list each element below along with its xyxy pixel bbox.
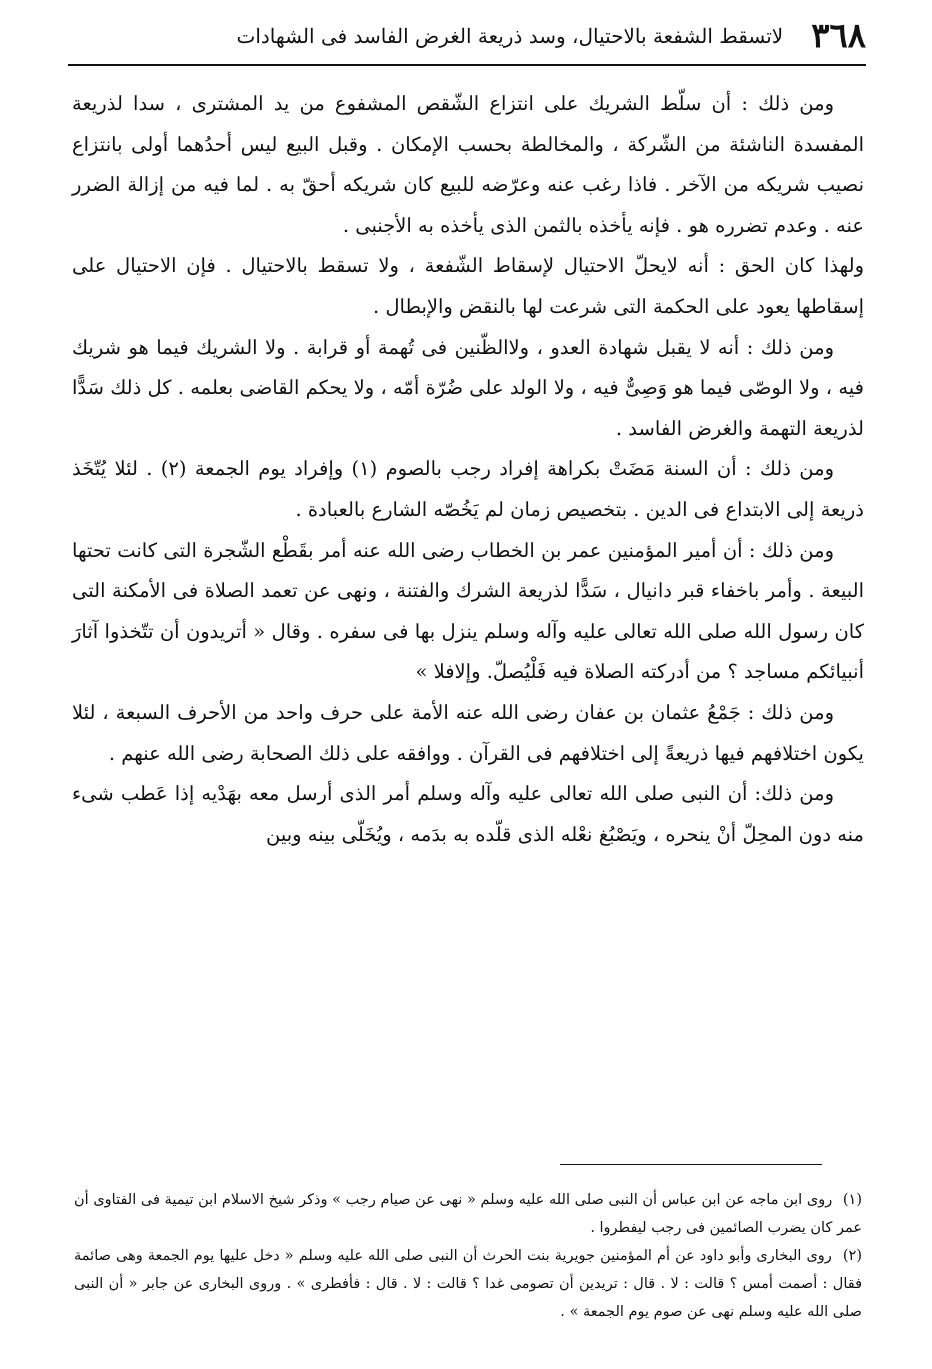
paragraph: ومن ذلك : أن السنة مَضَتْ بكراهة إفراد رجب بالصوم (١) وإفراد يوم الجمعة (٢) . لئلا يُتّخَذ ذريعة إلى الابتداع فى الدين . بتخصيص زمان لم يَخُصّه الشارع بالعبادة . [72,457,864,521]
paragraph: ومن ذلك : أنه لا يقبل شهادة العدو ، ولاالظّنين فى تُهمة أو قرابة . ولا الشريك فيما هو شريك فيه ، ولا الوصّى فيما هو وَصِىٌّ فيه ، ولا الولد على ضُرّة أمّه ، ولا يحكم القاضى بعلمه . كل ذلك سَدًّا لذريعة التهمة والغرض الفاسد . [72,335,864,440]
page-number: ٣٦٨ [811,16,866,56]
paragraph: ومن ذلك : جَمْعُ عثمان بن عفان رضى الله عنه الأمة على حرف واحد من الأحرف السبعة ، لئلا يكون اختلافهم فيها ذريعةً إلى اختلافهم فى القرآن . ووافقه على ذلك الصحابة رضى الله عنهم . [72,700,864,765]
running-title: لاتسقط الشفعة بالاحتيال، وسد ذريعة الغرض الفاسد فى الشهادات [236,24,784,48]
footnote [74,1186,862,1242]
main-text [72,84,864,855]
footnote [74,1242,862,1326]
paragraph: ومن ذلك : أن سلّط الشريك على انتزاع الشّقص المشفوع من يد المشترى ، سدا لذريعة المفسدة الناشئة من الشّركة ، والمخالطة بحسب الإمكان . وقبل البيع ليس أحدُهما أولى بانتزاع نصيب شريكه من الآخر . فاذا رغب عنه وعرّضه للبيع كان شريكه أحقّ به . لما فيه من إزالة الضرر عنه . وعدم تضرره هو . فإنه يأخذه بالثمن الذى يأخذه به الأجنبى . [72,92,864,237]
page-header [68,14,866,58]
footnotes [74,1186,862,1326]
paragraph: ومن ذلك : أن أمير المؤمنين عمر بن الخطاب رضى الله عنه أمر بقَطْع الشّجرة التى كانت تحتها البيعة . وأمر باخفاء قبر دانيال ، سَدًّا لذريعة الشرك والفتنة ، ونهى عن تعمد الصلاة فى الأمكنة التى كان رسول الله صلى الله تعالى عليه وآله وسلم ينزل بها فى سفره . وقال « أتريدون أن تتّخذوا آثارَ أنبيائكم مساجد ؟ من أدركته الصلاة فيه فَلْيُصلّ. وإلافلا » [72,538,864,684]
footnote-marker: (١) [842,1192,862,1208]
header-rule [68,64,866,66]
paragraph: ولهذا كان الحق : أنه لايحلّ الاحتيال لإسقاط الشّفعة ، ولا تسقط بالاحتيال . فإن الاحتيال على إسقاطها يعود على الحكمة التى شرعت لها بالنقض والإبطال . [72,254,864,318]
footnote-text: روى البخارى وأبو داود عن أم المؤمنين جويرية بنت الحرث أن النبى صلى الله عليه وسلم « دخل عليها يوم الجمعة وهى صائمة فقال : أصمت أمس ؟ قالت : لا . قال : تريدين أن تصومى غدا ؟ قالت : لا . قال : فأفطرى » . وروى البخارى عن جابر « أن النبى صلى الله عليه وسلم نهى عن صوم يوم الجمعة » . [74,1248,862,1320]
footnote-marker: (٢) [842,1248,863,1264]
paragraph: ومن ذلك: أن النبى صلى الله تعالى عليه وآله وسلم أمر الذى أرسل معه بهَدْيه إذا عَطب شىء منه دون المحِلّ أنْ ينحره ، ويَصْبُغ نعْله الذى قلّده به بدَمه ، ويُخَلّى بينه وبين [72,782,864,846]
footnote-rule [560,1164,822,1165]
footnote-text: روى ابن ماجه عن ابن عباس أن النبى صلى الله عليه وسلم « نهى عن صيام رجب » وذكر شيخ الاسلام ابن تيمية فى الفتاوى أن عمر كان يضرب الصائمين فى رجب ليفطروا . [74,1192,862,1236]
